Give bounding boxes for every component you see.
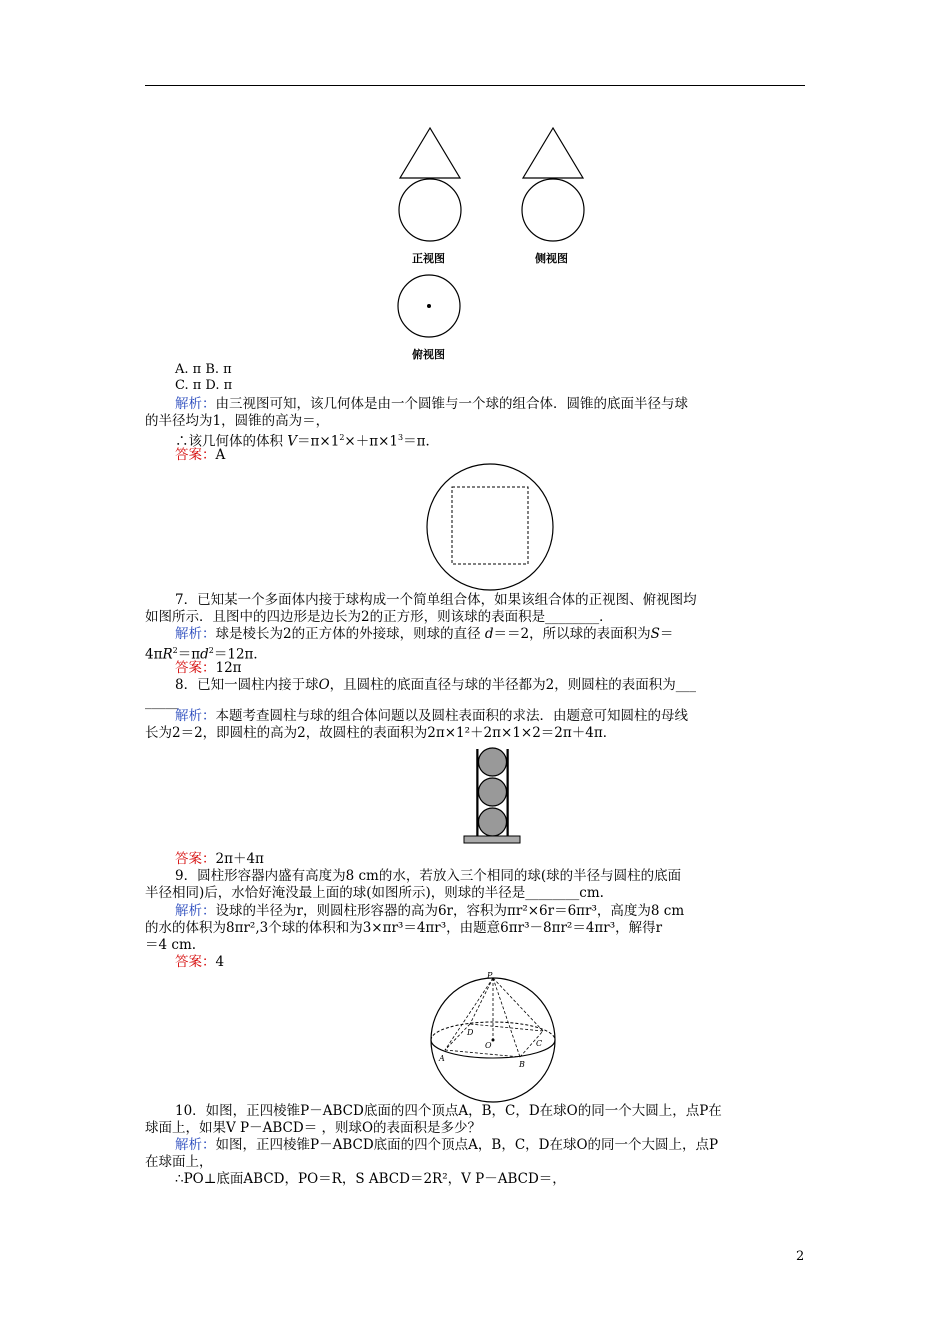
- q7-analysis-line1: 解析：球是棱长为2的正方体的外接球，则球的直径 d＝＝2，所以球的表面积为S＝: [175, 626, 674, 642]
- q10-line2: 球面上，如果V P－ABCD＝ ，则球O的表面积是多少？: [145, 1120, 482, 1136]
- q10-analysis-line3: ∴PO⊥底面ABCD，PO＝R，S ABCD＝2R²，V P－ABCD＝，: [175, 1171, 566, 1187]
- label-D: D: [467, 1028, 474, 1037]
- label-B: B: [519, 1060, 525, 1069]
- q10-analysis-line2: 在球面上，: [145, 1154, 213, 1170]
- sphere-pyramid-figure: [425, 968, 565, 1103]
- q7-answer-line: 答案：12π: [175, 660, 242, 676]
- ball-bottom: [479, 808, 507, 836]
- q8-analysis-line2: 长为2＝2，即圆柱的高为2，故圆柱的表面积为2π×1²＋2π×1×2＝2π＋4π．: [145, 725, 617, 741]
- caption-side-view: 侧视图: [535, 252, 568, 265]
- ball-top: [479, 748, 507, 776]
- q10-line1: 10．如图，正四棱锥P－ABCD底面的四个顶点A，B，C，D在球O的同一个大圆上，点P在: [175, 1103, 722, 1119]
- side-view-circle: [522, 179, 584, 241]
- q6-answer-label: 答案：: [175, 447, 216, 463]
- top-view-center-dot: [427, 304, 431, 308]
- q6-answer: A: [215, 447, 226, 463]
- label-O: O: [485, 1041, 492, 1050]
- sphere-cube-figure: [425, 462, 560, 592]
- dashed-square: [452, 487, 528, 564]
- cylinder-base: [464, 836, 520, 843]
- front-view-triangle: [400, 128, 460, 178]
- q10-analysis-line1: 解析：如图，正四棱锥P－ABCD底面的四个顶点A，B，C，D在球O的同一个大圆上，点P: [175, 1137, 719, 1153]
- three-view-figure: [390, 120, 600, 360]
- label-A: A: [439, 1054, 445, 1063]
- q9-analysis-line2: 的水的体积为8πr²,3个球的体积和为3×πr³＝4πr³，由题意6πr³－8πr²＝4πr³，解得r: [145, 920, 663, 936]
- q9-answer-line: 答案：4: [175, 954, 225, 970]
- q7-line2: 如图所示．且图中的四边形是边长为2的正方形，则该球的表面积是________．: [145, 609, 613, 625]
- q6-analysis-line3: ∴该几何体的体积 $V=\pi\times 1^2\times+\pi\times 1^3=\pi$．: [175, 433, 439, 450]
- label-C: C: [536, 1039, 543, 1048]
- q9-analysis-line3: ＝4 cm.: [145, 937, 197, 953]
- caption-top-view: 俯视图: [412, 348, 445, 361]
- caption-front-view: 正视图: [412, 252, 445, 265]
- q6-analysis-label: 解析：: [175, 396, 216, 412]
- front-view-circle: [399, 179, 461, 241]
- q9-line2: 半径相同)后，水恰好淹没最上面的球(如图所示)，则球的半径是________cm.: [145, 885, 604, 901]
- q6-options-row2: C. π D. π: [175, 378, 233, 393]
- q7-analysis-line2: $4\pi R^2=\pi d^2=12\pi$．: [145, 646, 267, 663]
- q6-analysis-text1: 由三视图可知，该几何体是由一个圆锥与一个球的组合体．圆锥的底面半径与球: [215, 396, 688, 412]
- sphere-circle: [427, 464, 553, 590]
- q8-analysis-line1: 解析：本题考查圆柱与球的组合体问题以及圆柱表面积的求法．由题意可知圆柱的母线: [175, 708, 688, 724]
- label-P: P: [487, 971, 493, 980]
- side-view-triangle: [523, 128, 583, 178]
- q6-analysis-line1: [175, 396, 688, 412]
- q6-options-row1: A. π B. π: [175, 362, 232, 377]
- q6-answer-line: [175, 447, 225, 463]
- q9-line1: 9．圆柱形容器内盛有高度为8 cm的水，若放入三个相同的球(球的半径与圆柱的底面: [175, 868, 682, 884]
- header-rule: [145, 85, 805, 86]
- q8-answer-line: 答案：2π＋4π: [175, 851, 264, 867]
- cylinder-balls-figure: [462, 745, 522, 845]
- q6-analysis-line2: 的半径均为1，圆锥的高为＝，: [145, 413, 330, 429]
- q8-line1: 8．已知一圆柱内接于球O，且圆柱的底面直径与球的半径都为2，则圆柱的表面积为___: [175, 677, 697, 693]
- q7-line1: 7．已知某一个多面体内接于球构成一个简单组合体，如果该组合体的正视图、俯视图均: [175, 592, 697, 608]
- page-number: 2: [796, 1249, 805, 1264]
- q9-analysis-line1: 解析：设球的半径为r，则圆柱形容器的高为6r，容积为πr²×6r＝6πr³，高度为8 cm: [175, 903, 685, 919]
- q8-line2: _____: [145, 694, 179, 710]
- ball-middle: [479, 778, 507, 806]
